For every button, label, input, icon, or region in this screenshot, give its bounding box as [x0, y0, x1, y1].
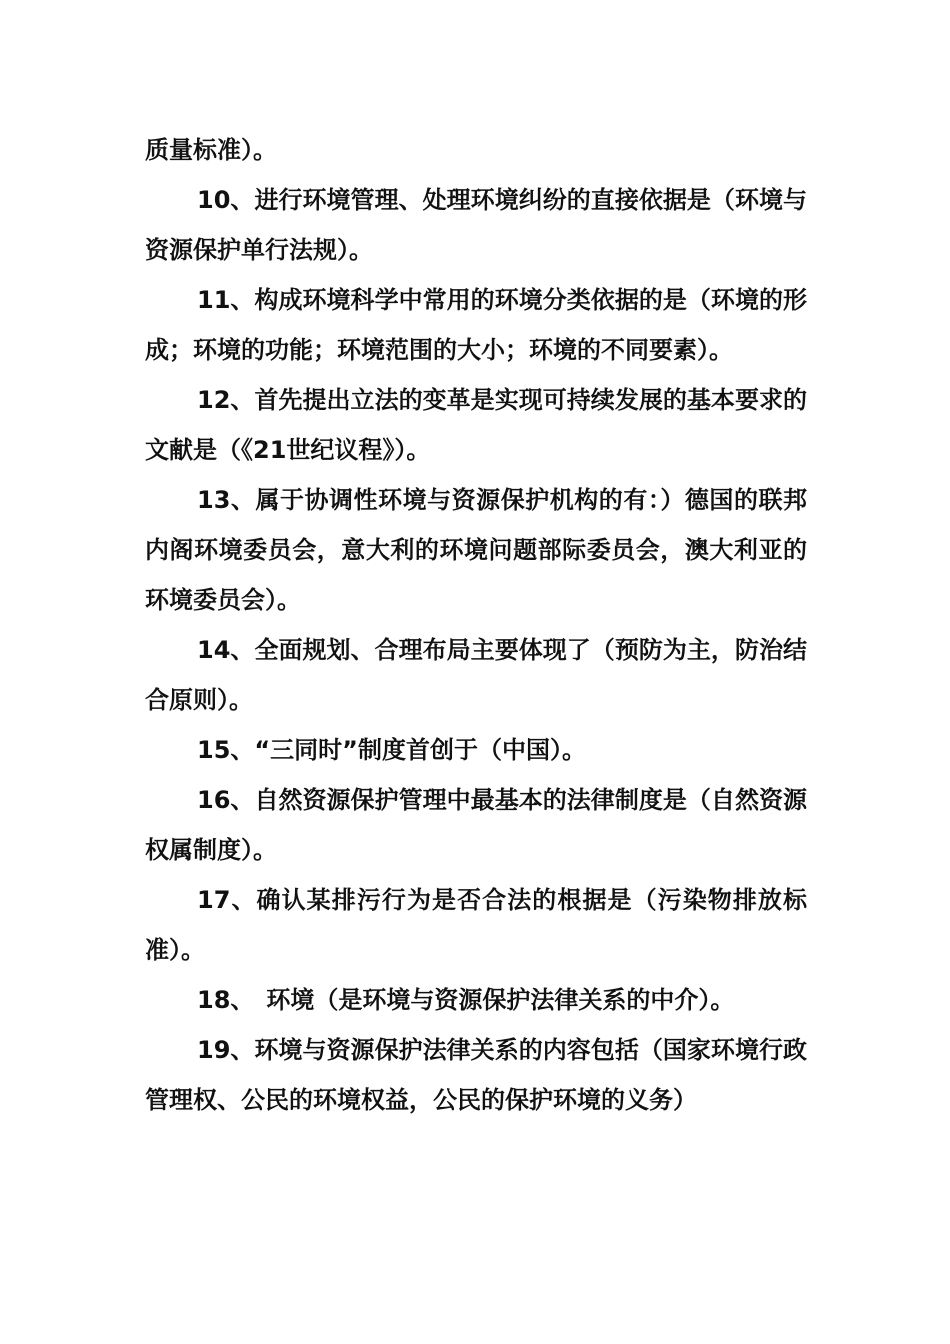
- paragraph-text: 、构成环境科学中常用的环境分类依据的是（环境的形成；环境的功能；环境范围的大小；环境的不同要素）。: [145, 286, 807, 364]
- paragraph-text: 、全面规划、合理布局主要体现了（预防为主，防治结合原则）。: [145, 636, 807, 714]
- paragraph-item-11: [145, 275, 807, 375]
- paragraph-text: 、首先提出立法的变革是实现可持续发展的基本要求的文献是（《21世纪议程》）。: [145, 386, 807, 464]
- paragraph-item-12: [145, 375, 807, 475]
- paragraph-item-10: [145, 175, 807, 275]
- document-body: [145, 125, 807, 1125]
- item-number: 13: [197, 486, 231, 514]
- paragraph-text: 、自然资源保护管理中最基本的法律制度是（自然资源权属制度）。: [145, 786, 807, 864]
- item-number: 15: [197, 736, 231, 764]
- paragraph-text: 、“三同时”制度首创于（中国）。: [230, 736, 586, 764]
- paragraph-text: 质量标准）。: [145, 136, 277, 164]
- paragraph-item-18: [145, 975, 807, 1025]
- item-number: 19: [197, 1036, 231, 1064]
- paragraph-continued: [145, 125, 807, 175]
- paragraph-text: 、进行环境管理、处理环境纠纷的直接依据是（环境与资源保护单行法规）。: [145, 186, 807, 264]
- paragraph-item-17: [145, 875, 807, 975]
- paragraph-item-15: [145, 725, 807, 775]
- item-number: 10: [197, 186, 231, 214]
- item-number: 12: [197, 386, 231, 414]
- paragraph-text: 、属于协调性环境与资源保护机构的有：）德国的联邦内阁环境委员会，意大利的环境问题部际委员会，澳大利亚的环境委员会）。: [145, 486, 807, 614]
- paragraph-item-14: [145, 625, 807, 725]
- item-number: 18: [197, 986, 231, 1014]
- item-number: 17: [197, 886, 231, 914]
- item-number: 14: [197, 636, 231, 664]
- paragraph-text: 、确认某排污行为是否合法的根据是（污染物排放标准）。: [145, 886, 807, 964]
- paragraph-item-13: [145, 475, 807, 625]
- item-number: 11: [197, 286, 231, 314]
- paragraph-item-19: [145, 1025, 807, 1125]
- paragraph-text: 、环境与资源保护法律关系的内容包括（国家环境行政管理权、公民的环境权益，公民的保护环境的义务）: [145, 1036, 807, 1114]
- item-number: 16: [197, 786, 231, 814]
- paragraph-text: 、 环境（是环境与资源保护法律关系的中介）。: [230, 986, 735, 1014]
- paragraph-item-16: [145, 775, 807, 875]
